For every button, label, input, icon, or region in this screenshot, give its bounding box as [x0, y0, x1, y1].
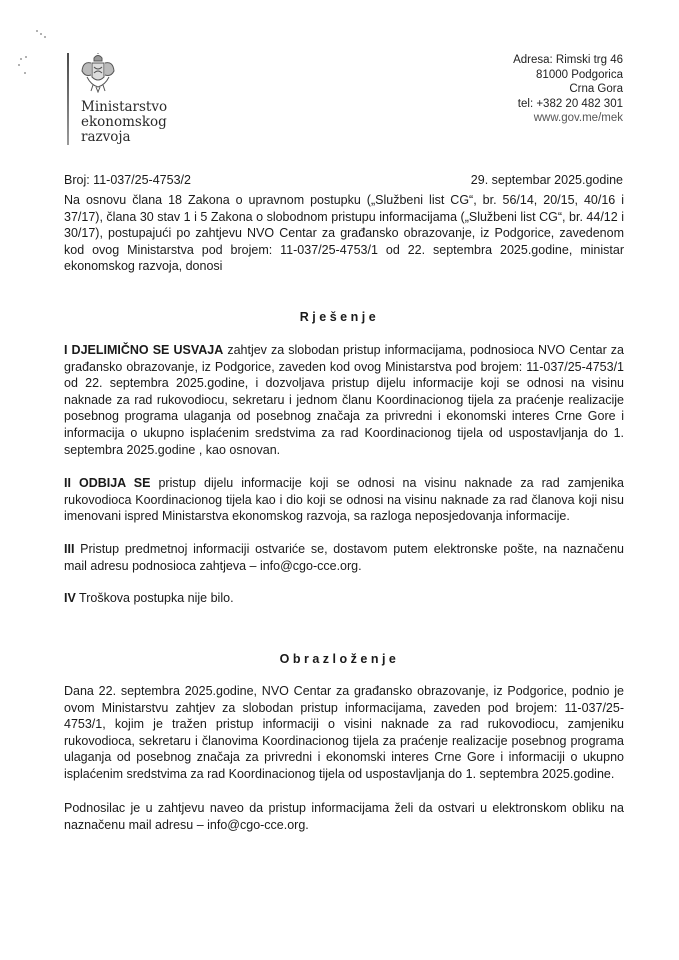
montenegro-coat-of-arms-icon	[79, 53, 117, 93]
scan-specks	[14, 28, 54, 88]
ministry-name-line: Ministarstvo	[81, 99, 168, 115]
reasoning-paragraph-1: Dana 22. septembra 2025.godine, NVO Centar za građansko obrazovanje, iz Podgorice, podnio je ovom Ministarstvu zahtjev za slobodan pristup informacijama, zaveden pod brojem: 11-037/25-4753/1, kojim je tražen pristup informaciji o visini naknade za rad rukovodiocu, zamjeniku rukovodioca, sekretaru i članovima Koordinacionog tijela za praćenje realizacije posebnog programa ulaganja od posebnog značaja za privredni i ekonomski interes Crne Gore i informaciji o ukupno isplaćenim sredstvima za rad Koordinacionog tijela od uspostavljanja do 1. septembra 2025.godine.	[64, 684, 624, 781]
reasoning-paragraph-2: Podnosilac je u zahtjevu naveo da pristup informacijama želi da ostvari u elektronskom obliku na naznačenu mail adresu – info@cgo-cce.org.	[64, 801, 624, 832]
decision-item-3	[64, 541, 624, 574]
decision-item-text: zahtjev za slobodan pristup informacijama, podnosioca NVO Centar za građansko obrazovanje, iz Podgorice, zaveden kod ovog Ministarstva pod brojem: 11-037/25-4753/1 od 22. septembra 2025.godine, i dozvoljava pristup dijelu informacije koji se odnosi na visinu naknade za rad rukovodiocu, sekretaru i jednom članu Koordinacionog tijela za praćenje realizacije posebnog programa ulaganja od posebnog značaja za privredni i ekonomski interes Crne Gore i informacija o ukupno isplaćenim sredstvima za rad Koordinacionog tijela od uspostavljanja do 1. septembra 2025.godine , kao osnovan.	[64, 343, 625, 457]
decision-item-lead: II ODBIJA SE	[64, 476, 151, 490]
decision-item-text: pristup dijelu informacije koji se odnosi na visinu naknade za rad zamjenika rukovodioca Koordinacionog tijela kao i dio koji se odnosi na visinu naknade za rad članova koji nisu imenovani ispred Ministarstva ekonomskog razvoja, sa razloga neposjedovanja informacije.	[64, 476, 624, 524]
decision-item-text: Troškova postupka nije bilo.	[75, 591, 234, 605]
decision-heading: Rješenje	[299, 310, 380, 324]
decision-item-lead: III	[64, 542, 75, 556]
intro-paragraph: Na osnovu člana 18 Zakona o upravnom postupku („Službeni list CG“, br. 56/14, 20/15, 40/16 i 37/17), člana 30 stav 1 i 5 Zakona o slobodnom pristupu informacijama („Službeni list CG“, br. 44/12 i 30/17), postupajući po zahtjevu NVO Centar za građansko obrazovanje, iz Podgorice, zavedenom kod ovog Ministarstva pod brojem: 11-037/25-4753/1 od 22. septembra 2025.godine, ministar ekonomskog razvoja, donosi	[64, 193, 624, 274]
decision-item-1	[64, 342, 624, 458]
ministry-name-line: ekonomskog	[81, 114, 167, 130]
contact-block	[513, 53, 623, 126]
reasoning-heading: Obrazloženje	[279, 652, 400, 666]
address: Adresa: Rimski trg 46	[513, 54, 623, 66]
document-date: 29. septembar 2025.godine	[470, 173, 623, 187]
reference-number: Broj: 11-037/25-4753/2	[64, 173, 191, 187]
country: Crna Gora	[569, 83, 623, 95]
document-meta	[64, 173, 623, 187]
phone: tel: +382 20 482 301	[517, 97, 623, 110]
decision-item-4	[64, 590, 624, 607]
decision-item-2	[64, 475, 624, 525]
city: 81000 Podgorica	[536, 68, 623, 81]
decision-item-lead: I DJELIMIČNO SE USVAJA	[64, 343, 224, 357]
ministry-name	[81, 100, 167, 145]
ministry-name-line: razvoja	[81, 129, 131, 145]
logo-divider	[67, 53, 69, 145]
decision-item-text: Pristup predmetnoj informaciji ostvariće se, dostavom putem elektronske pošte, na naznačenu mail adresu podnosioca zahtjeva – info@cgo-cce.org.	[64, 542, 624, 573]
website-link[interactable]: www.gov.me/mek	[533, 112, 623, 124]
decision-item-lead: IV	[64, 591, 76, 605]
